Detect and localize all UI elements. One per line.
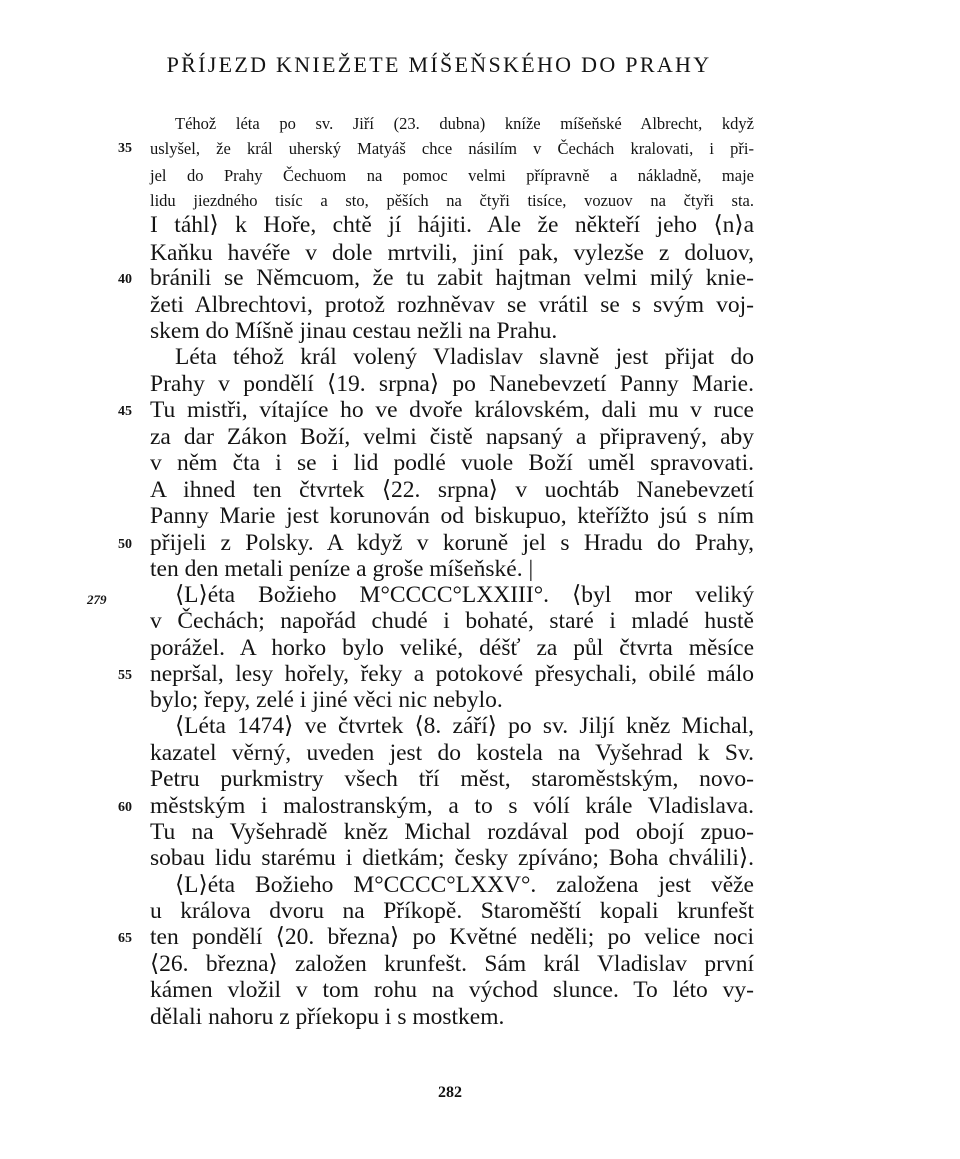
text-line: Tu na Vyšehradě kněz Michal rozdával pod obojí zpuo- — [150, 819, 754, 845]
text-line: ⟨L⟩éta Božieho M°CCCC°LXXIII°. ⟨byl mor veliký — [175, 582, 754, 608]
text-line: Tu mistři, vítajíce ho ve dvoře královském, dali mu v ruce — [150, 397, 754, 423]
text-line: v Čechách; napořád chudé i bohaté, staré i mladé hustě — [150, 608, 754, 634]
text-line: Léta téhož král volený Vladislav slavně jest přijat do — [175, 344, 754, 370]
text-line: porážel. A horko bylo veliké, déšť za půl čtvrta měsíce — [150, 635, 754, 661]
text-line: ⟨26. března⟩ založen krunfešt. Sám král Vladislav první — [150, 951, 754, 977]
text-line: žeti Albrechtovi, protož rozhněvav se vrátil se s svým voj- — [150, 292, 754, 318]
margin-page-reference: 279 — [87, 592, 107, 607]
text-line: bránili se Němcuom, že tu zabit hajtman velmi milý knie- — [150, 265, 754, 291]
line-number: 55 — [118, 668, 132, 683]
text-line: dělali nahoru z příekopu i s mostkem. — [150, 1004, 505, 1030]
text-line: Téhož léta po sv. Jiří (23. dubna) kníže míšeňské Albrecht, když — [175, 114, 754, 133]
text-line: A ihned ten čtvrtek ⟨22. srpna⟩ v uochtáb Nanebevzetí — [150, 477, 754, 503]
text-line: za dar Zákon Boží, velmi čistě napsaný a připravený, aby — [150, 424, 754, 450]
line-number: 35 — [118, 141, 132, 156]
line-number: 45 — [118, 404, 132, 419]
page-number: 282 — [438, 1084, 462, 1101]
text-line: lidu jiezdného tisíc a sto, pěších na čtyři tisíce, vozuov na čtyři sta. — [150, 191, 754, 210]
line-number: 65 — [118, 931, 132, 946]
text-line: přijeli z Polsky. A když v koruně jel s Hradu do Prahy, — [150, 530, 754, 556]
text-line: ⟨Léta 1474⟩ ve čtvrtek ⟨8. září⟩ po sv. Jiljí kněz Michal, — [175, 713, 754, 739]
text-line: kazatel věrný, uveden jest do kostela na Vyšehrad k Sv. — [150, 740, 754, 766]
text-line: Panny Marie jest korunován od biskupuo, kteřížto jsú s ním — [150, 503, 754, 529]
text-line: bylo; řepy, zelé i jiné věci nic nebylo. — [150, 687, 503, 713]
line-number: 50 — [118, 537, 132, 552]
text-line: Kaňku havéře v dole mrtvili, jiní pak, vylezše z doluov, — [150, 240, 754, 266]
text-line: městským i malostranským, a to s vólí krále Vladislava. — [150, 793, 754, 819]
text-line: jel do Prahy Čechuom na pomoc velmi přípravně a nákladně, maje — [150, 166, 754, 185]
text-line: nepršal, lesy hořely, řeky a potokové přesychali, obilé málo — [150, 661, 754, 687]
text-line: v něm čta i se i lid podlé vuole Boží uměl spravovati. — [150, 450, 754, 476]
text-line: Petru purkmistry všech tří měst, staroměstským, novo- — [150, 766, 754, 792]
text-line: sobau lidu starému i dietkám; česky zpíváno; Boha chválili⟩. — [150, 845, 754, 871]
text-line: ten pondělí ⟨20. března⟩ po Květné neděli; po velice noci — [150, 924, 754, 950]
text-line: Prahy v pondělí ⟨19. srpna⟩ po Nanebevzetí Panny Marie. — [150, 371, 754, 397]
line-number: 40 — [118, 272, 132, 287]
running-head: PŘÍJEZD KNIEŽETE MÍŠEŇSKÉHO DO PRAHY — [166, 52, 712, 77]
text-line: uslyšel, že král uherský Matyáš chce násilím v Čechách kralovati, i při- — [150, 139, 754, 158]
text-line: ⟨L⟩éta Božieho M°CCCC°LXXV°. založena jest věže — [175, 872, 754, 898]
text-line: ten den metali peníze a groše míšeňské. | — [150, 556, 534, 582]
text-line: I táhl⟩ k Hoře, chtě jí hájiti. Ale že někteří jeho ⟨n⟩a — [150, 212, 754, 238]
text-line: kámen vložil v tom rohu na východ slunce. To léto vy- — [150, 977, 754, 1003]
line-number: 60 — [118, 800, 132, 815]
text-line: skem do Míšně jinau cestau nežli na Prahu. — [150, 318, 558, 344]
text-line: u králova dvoru na Příkopě. Staroměští kopali krunfešt — [150, 898, 754, 924]
